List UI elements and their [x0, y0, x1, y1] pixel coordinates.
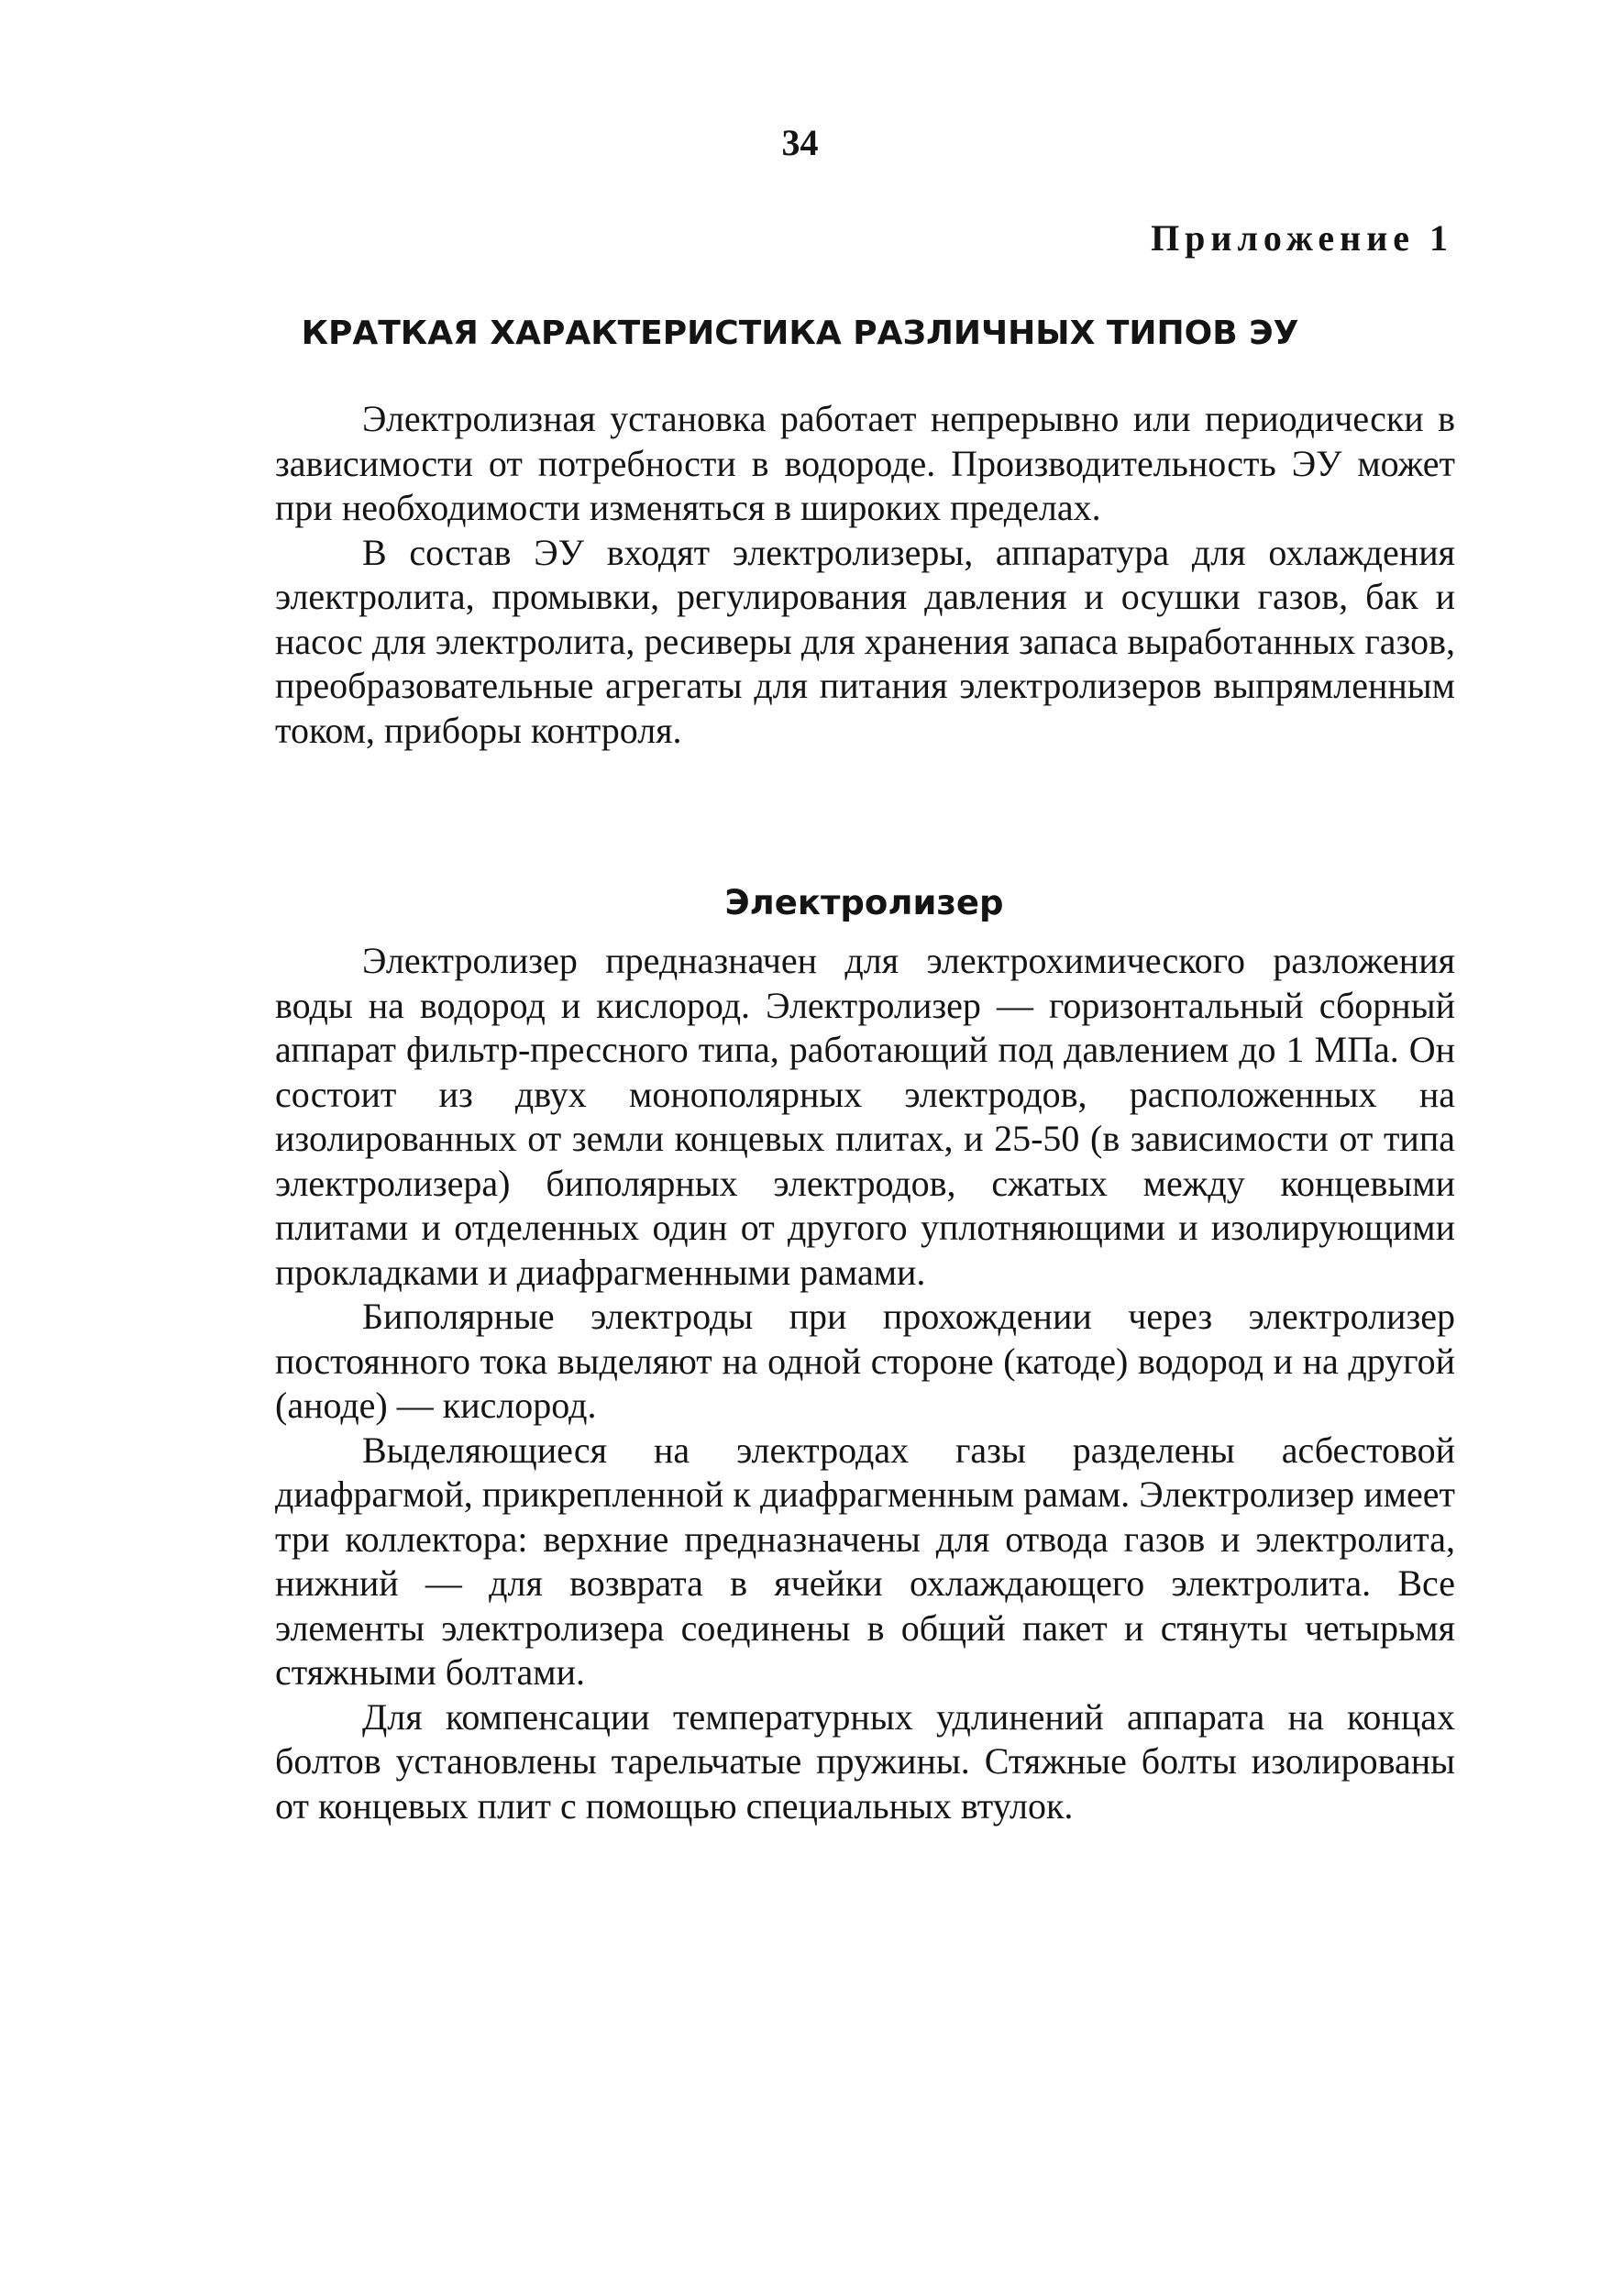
- section-text: [275, 939, 1455, 1828]
- page-number: 34: [781, 122, 819, 163]
- intro-paragraph-2: В состав ЭУ входят электролизеры, аппаратура для охлаждения электролита, промывки, регулирования давления и осушки газов, бак и насос для электролита, ресиверы для хранения запаса выработанных газов, преобразовательные агрегаты для питания электролизеров выпрямленным током, приборы контроля.: [275, 531, 1455, 751]
- intro-text: [275, 397, 1455, 753]
- main-heading: КРАТКАЯ ХАРАКТЕРИСТИКА РАЗЛИЧНЫХ ТИПОВ ЭУ: [301, 315, 1299, 352]
- section-paragraph-3: Выделяющиеся на электродах газы разделены асбестовой диафрагмой, прикрепленной к диафрагменным рамам. Электролизер имеет три коллектора: верхние предназначены для отвода газов и электролита, нижний — для возврата в ячейки охлаждающего электролита. Все элементы электролизера соединены в общий пакет и стянуты четырьмя стяжными болтами.: [275, 1429, 1455, 1693]
- section-paragraph-1: Электролизер предназначен для электрохимического разложения воды на водород и кислород. Электролизер — горизонтальный сборный аппарат фильтр-прессного типа, работающий под давлением до 1 МПа. Он состоит из двух монополярных электродов, расположенных на изолированных от земли концевых плитах, и 25-50 (в зависимости от типа электролизера) биполярных электродов, сжатых между концевыми плитами и отделенных один от другого уплотняющими и изолирующими прокладками и диафрагменными рамами.: [275, 940, 1455, 1293]
- section-paragraph-4: Для компенсации температурных удлинений аппарата на концах болтов установлены тарельчатые пружины. Стяжные болты изолированы от концевых плит с помощью специальных втулок.: [275, 1695, 1455, 1827]
- appendix-label: Приложение 1: [1151, 217, 1453, 259]
- intro-paragraph-1: Электролизная установка работает непрерывно или периодически в зависимости от потребности в водороде. Производительность ЭУ может при необходимости изменяться в широких пределах.: [275, 398, 1455, 528]
- section-heading: Электролизер: [724, 883, 1004, 922]
- section-paragraph-2: Биполярные электроды при прохождении через электролизер постоянного тока выделяют на одной стороне (катоде) водород и на другой (аноде) — кислород.: [275, 1296, 1455, 1426]
